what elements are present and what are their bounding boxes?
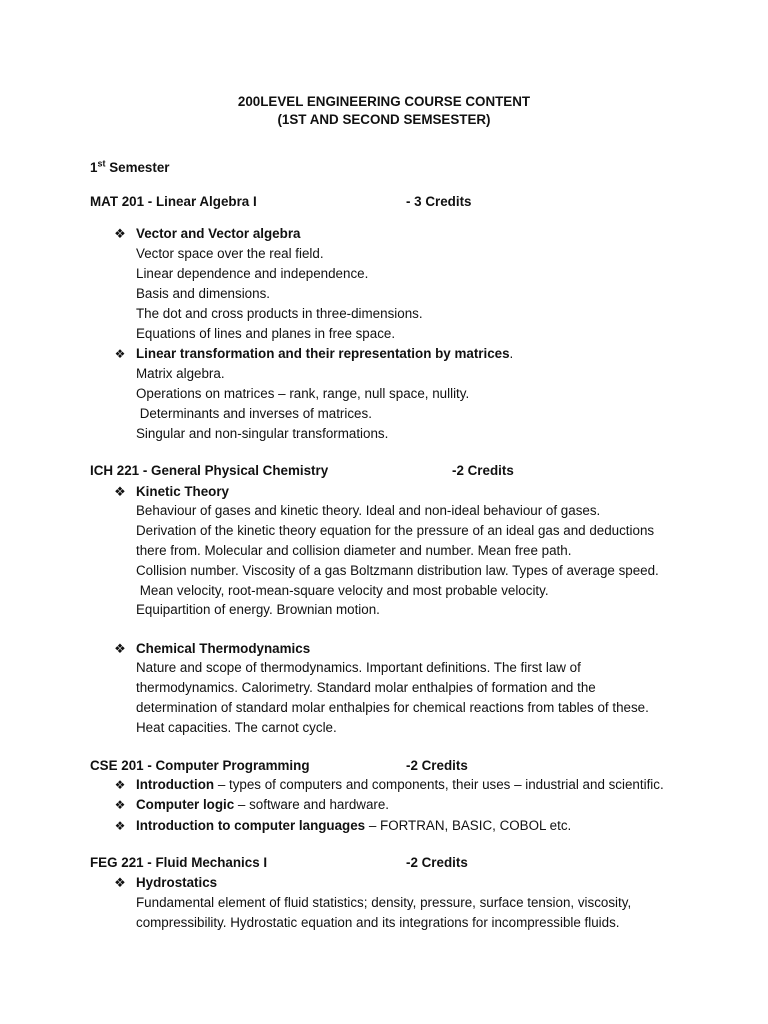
bullet-outline-icon: ❖	[114, 819, 126, 833]
item-bold: Introduction	[136, 777, 215, 792]
topic-line: compressibility. Hydrostatic equation and its integrations for incompressible fluids.	[136, 915, 620, 930]
course-title: FEG 221 - Fluid Mechanics I	[90, 855, 268, 870]
topic-line: determination of standard molar enthalpies for chemical reactions from tables of these.	[136, 700, 649, 715]
topic-line: Equations of lines and planes in free space.	[136, 326, 396, 341]
item-rest: – FORTRAN, BASIC, COBOL etc.	[365, 818, 572, 833]
semester-label: Semester	[109, 160, 170, 175]
course-credits: -2 Credits	[406, 758, 468, 773]
item-rest: – software and hardware.	[234, 797, 390, 812]
semester-heading	[90, 159, 170, 177]
topic-line: thermodynamics. Calorimetry. Standard molar enthalpies of formation and the	[136, 680, 596, 695]
topic-line: Heat capacities. The carnot cycle.	[136, 720, 337, 735]
topic-heading: Kinetic Theory	[136, 484, 230, 499]
list-item	[136, 796, 389, 814]
topic-line: Derivation of the kinetic theory equation for the pressure of an ideal gas and deductions	[136, 523, 655, 538]
course-credits: -2 Credits	[452, 463, 514, 478]
topic-line: Equipartition of energy. Brownian motion.	[136, 602, 380, 617]
topic-line: Collision number. Viscosity of a gas Boltzmann distribution law. Types of average speed.	[136, 563, 659, 578]
bullet-outline-icon: ❖	[114, 347, 126, 361]
topic-line: Linear dependence and independence.	[136, 266, 369, 281]
bullet-icon: ❖	[114, 484, 126, 499]
bullet-outline-icon: ❖	[114, 778, 126, 792]
topic-line: Determinants and inverses of matrices.	[136, 406, 372, 421]
topic-line: Basis and dimensions.	[136, 286, 270, 301]
course-credits: -2 Credits	[406, 855, 468, 870]
item-bold: Introduction to computer languages	[136, 818, 366, 833]
course-title: ICH 221 - General Physical Chemistry	[90, 463, 329, 478]
semester-suffix: st	[97, 158, 106, 169]
course-title: MAT 201 - Linear Algebra I	[90, 194, 257, 209]
topic-line: Fundamental element of fluid statistics; density, pressure, surface tension, viscosity,	[136, 895, 632, 910]
item-bold: Computer logic	[136, 797, 235, 812]
topic-heading-row	[136, 345, 513, 363]
topic-line: Mean velocity, root-mean-square velocity and most probable velocity.	[136, 583, 549, 598]
semester-number: 1	[90, 160, 98, 175]
topic-heading-tail: .	[509, 346, 514, 361]
document-title-line1: 200LEVEL ENGINEERING COURSE CONTENT	[237, 94, 531, 109]
topic-line: Operations on matrices – rank, range, null space, nullity.	[136, 386, 470, 401]
bullet-icon: ❖	[114, 226, 126, 241]
topic-heading: Linear transformation and their representation by matrices	[136, 346, 510, 361]
topic-line: Singular and non-singular transformations.	[136, 426, 389, 441]
topic-line: Matrix algebra.	[136, 366, 225, 381]
list-item	[136, 817, 571, 835]
topic-line: Vector space over the real field.	[136, 246, 324, 261]
bullet-outline-icon: ❖	[114, 798, 126, 812]
topic-heading: Hydrostatics	[136, 875, 218, 890]
document-title-line2: (1ST AND SECOND SEMSESTER)	[277, 112, 491, 127]
item-rest: – types of computers and components, their uses – industrial and scientific.	[214, 777, 664, 792]
topic-line: The dot and cross products in three-dimensions.	[136, 306, 423, 321]
topic-line: Nature and scope of thermodynamics. Important definitions. The first law of	[136, 660, 581, 675]
course-credits: - 3 Credits	[406, 194, 472, 209]
list-item	[136, 776, 664, 794]
bullet-icon: ❖	[114, 641, 126, 656]
topic-heading: Vector and Vector algebra	[136, 226, 301, 241]
course-title: CSE 201 - Computer Programming	[90, 758, 310, 773]
topic-line: Behaviour of gases and kinetic theory. Ideal and non-ideal behaviour of gases.	[136, 503, 601, 518]
bullet-icon: ❖	[114, 875, 126, 890]
topic-line: there from. Molecular and collision diameter and number. Mean free path.	[136, 543, 572, 558]
topic-heading: Chemical Thermodynamics	[136, 641, 311, 656]
